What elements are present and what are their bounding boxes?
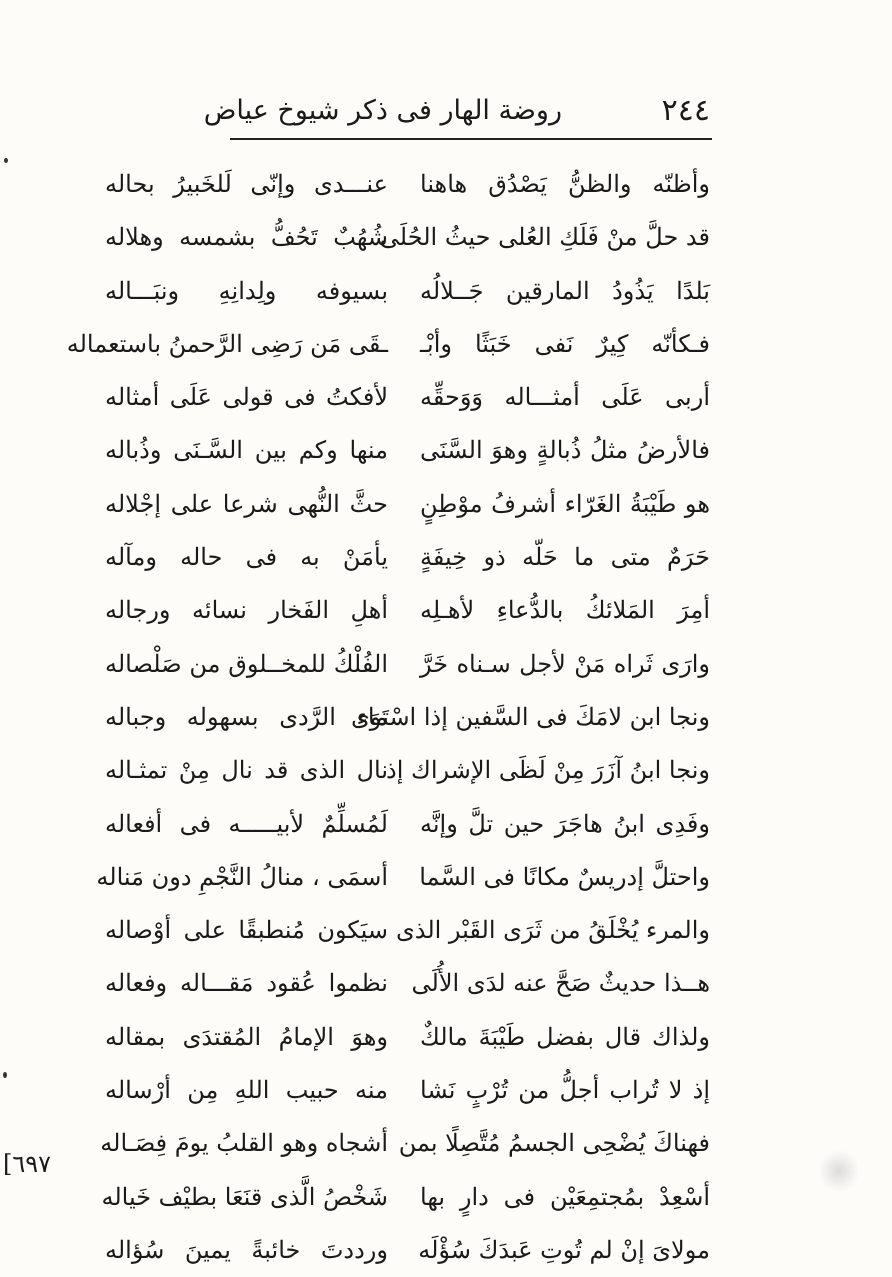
first-hemistich: مولاىَ إنْ لم تُوتِ عَبدَكَ سُؤْلَه <box>418 1235 710 1264</box>
first-hemistich: أسْعِدْ بمُجتمِعَيْن فى دارٍ بها <box>420 1182 710 1211</box>
second-hemistich: أسمَى ، منالُ النَّجْمِ دون مَناله <box>96 862 388 891</box>
second-hemistich: نال الذى قد نال مِنْ تمثـاله <box>105 756 388 785</box>
second-hemistich: شَخْصُ الَّذى قنَعَا بطيْف خَياله <box>101 1182 388 1211</box>
scan-speck <box>3 1072 7 1078</box>
first-hemistich: بَلدًا يَذُودُ المارقين جَــلالُه <box>420 276 710 305</box>
first-hemistich: وارَى ثَراه مَنْ لأجل سـناه خَرَّ <box>420 649 710 678</box>
first-hemistich: فالأرضُ مثلُ ذُبالةٍ وهوَ السَّنَى <box>420 436 710 465</box>
verse-line <box>100 158 710 211</box>
second-hemistich: أشجاه وهو القلبُ يومَ فِصَـاله <box>100 1129 388 1158</box>
second-hemistich: ورددتَ خائبةً يمينَ سُؤاله <box>105 1235 388 1264</box>
verse-line <box>100 584 710 637</box>
page-header <box>203 88 710 134</box>
verse-line <box>100 744 710 797</box>
second-hemistich: نظموا عُقود مَقـــاله وفعاله <box>105 969 388 998</box>
verse-line <box>100 1117 710 1170</box>
verse-line <box>96 851 710 904</box>
first-hemistich: فهناكَ يُضْحِى الجسمُ مُتَّصِلًا بمن <box>398 1129 710 1158</box>
verse-line <box>100 1011 710 1064</box>
first-hemistich: هو طَيْبَةُ الغَرّاء أشرفُ موْطِنٍ <box>420 489 710 518</box>
scan-smudge <box>820 1150 858 1192</box>
second-hemistich: وهوَ الإمامُ المُقتدَى بمقاله <box>105 1022 388 1051</box>
second-hemistich: شُهُبٌ تَحُفُّ بشمسه وهلاله <box>105 223 388 252</box>
running-title: روضة الهار فى ذكر شيوخ عياض <box>203 95 562 126</box>
second-hemistich: عنـــدى وإنّى لَلخَبيرُ بحاله <box>105 170 388 198</box>
margin-reference-number: [٦٩٧ <box>3 1150 52 1178</box>
first-hemistich: أمِرَ المَلائكُ بالدُّعاءِ لأهـلِه <box>420 596 710 625</box>
first-hemistich: إذ لا تُراب أجلُّ من تُرْبٍ نَشا <box>420 1076 710 1105</box>
verse-line <box>100 691 710 744</box>
second-hemistich: يأمَنْ به فى حاله ومآله <box>105 543 388 572</box>
scan-speck <box>4 158 8 163</box>
second-hemistich: ماء الرَّدى بسهوله وجباله <box>105 702 388 731</box>
second-hemistich: منه حبيب اللهِ مِن أرْساله <box>105 1076 388 1105</box>
second-hemistich: لأفكتُ فى قولى عَلَى أمثاله <box>105 383 388 412</box>
verse-line <box>100 798 710 851</box>
second-hemistich: منها وكم بين السَّـنَى وذُباله <box>105 436 388 465</box>
verse-line <box>100 638 710 691</box>
first-hemistich: والمرء يُخْلَقُ من ثَرَى القَبْر الذى <box>395 916 710 945</box>
verse-line <box>100 531 710 584</box>
verse-line <box>100 904 710 957</box>
first-hemistich: ونجا ابن لامَكَ فى السَّفين إذا اسْتَوَى <box>351 702 710 731</box>
second-hemistich: حثَّ النُّهى شرعا على إجْلاله <box>105 489 388 518</box>
verse-line <box>100 211 710 264</box>
second-hemistich: لَمُسلِّمٌ لأبيـــــه فى أفعاله <box>105 809 388 838</box>
verse-line <box>66 318 710 371</box>
first-hemistich: واحتلَّ إدريسٌ مكانًا فى السَّما <box>419 862 710 891</box>
second-hemistich: ـقَى مَن رَضِى الرَّحمنُ باستعماله <box>66 329 388 358</box>
second-hemistich: بسيوفه ولِدانِهِ ونبَـــاله <box>105 276 388 305</box>
poem <box>66 158 710 1277</box>
first-hemistich: وفَدِى ابنُ هاجَرَ حين تلَّ وإنَّه <box>420 809 710 838</box>
second-hemistich: أهلِ الفَخار نسائه ورجاله <box>105 596 388 625</box>
first-hemistich: أربى عَلَى أمثـــاله وَوَحقِّه <box>420 383 710 412</box>
header-rule <box>230 138 712 140</box>
verse-line <box>100 265 710 318</box>
page-number: ٢٤٤ <box>661 93 710 128</box>
verse-line <box>100 1064 710 1117</box>
first-hemistich: وأظنّه والظنُّ يَصْدُق هاهنا <box>420 170 710 198</box>
first-hemistich: حَرَمٌ متى ما حَلّه ذو خِيفَةٍ <box>420 543 710 572</box>
verse-line <box>100 478 710 531</box>
first-hemistich: ولذاك قال بفضل طَيْبَةَ مالكٌ <box>420 1022 710 1051</box>
verse-line <box>100 957 710 1010</box>
verse-line <box>100 424 710 477</box>
second-hemistich: الفُلْكُ للمخــلوق من صَلْصاله <box>105 649 388 678</box>
second-hemistich: سيَكون مُنطبقًا على أوْصاله <box>105 916 388 945</box>
verse-line <box>100 1171 710 1224</box>
first-hemistich: ونجا ابنُ آزَرَ مِنْ لَظَى الإشراك إذ <box>386 756 710 785</box>
first-hemistich: فـكأنّه كِيرٌ نَفى خَبَثًا وأبْـ <box>420 329 710 358</box>
first-hemistich: هــذا حديثٌ صَحَّ عنه لدَى الأُلَى <box>411 969 710 998</box>
verse-line <box>100 1224 710 1277</box>
first-hemistich: قد حلَّ منْ فَلَكِ العُلى حيثُ الحُلَى <box>379 223 710 252</box>
verse-line <box>100 371 710 424</box>
